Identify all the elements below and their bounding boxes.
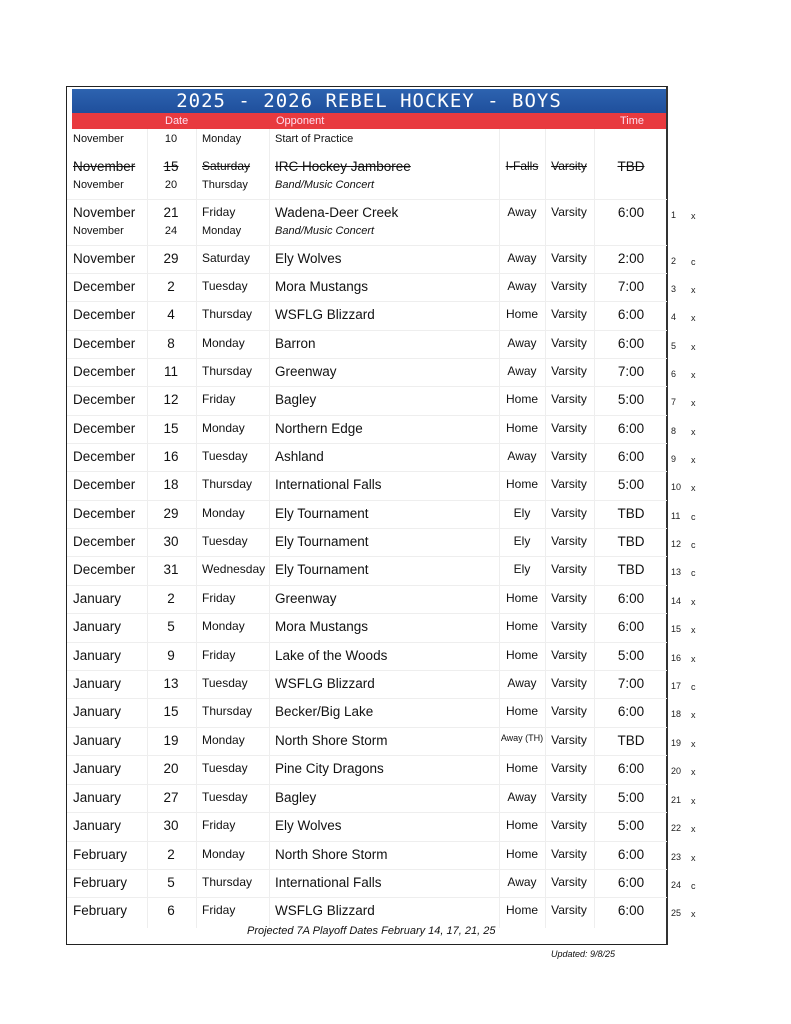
opponent-cell: Becker/Big Lake xyxy=(275,704,374,719)
location-cell: Away xyxy=(507,790,537,804)
opponent-cell: Pine City Dragons xyxy=(275,761,384,776)
location-cell: Away xyxy=(507,205,537,219)
grid-line xyxy=(67,841,667,842)
game-number: 16 xyxy=(671,653,682,663)
month-cell: November xyxy=(73,159,136,174)
location-cell: Home xyxy=(505,903,539,917)
month-cell: November xyxy=(73,179,124,191)
game-mark: x xyxy=(691,824,696,834)
grid-line xyxy=(67,330,667,331)
location-cell: Home xyxy=(505,591,539,605)
level-cell: Varsity xyxy=(551,903,587,917)
game-mark: c xyxy=(691,682,696,692)
time-cell: 5:00 xyxy=(617,818,645,833)
opponent-cell: Wadena-Deer Creek xyxy=(275,205,399,220)
opponent-cell: WSFLG Blizzard xyxy=(275,676,375,691)
month-cell: November xyxy=(73,225,124,237)
month-cell: January xyxy=(73,790,122,805)
location-cell: Ely xyxy=(513,534,531,548)
opponent-cell: IRC Hockey Jamboree xyxy=(275,159,411,174)
time-cell: 6:00 xyxy=(617,903,645,918)
month-cell: January xyxy=(73,676,122,691)
day-cell: 18 xyxy=(163,477,179,492)
month-cell: January xyxy=(73,648,122,663)
game-number: 5 xyxy=(671,341,677,351)
opponent-cell: North Shore Storm xyxy=(275,847,388,862)
weekday-cell: Friday xyxy=(202,818,236,832)
table-row xyxy=(67,390,667,418)
grid-line xyxy=(67,471,667,472)
weekday-cell: Monday xyxy=(202,225,242,237)
opponent-cell: Ely Wolves xyxy=(275,818,342,833)
game-number: 20 xyxy=(671,766,682,776)
game-number: 2 xyxy=(671,256,677,266)
month-cell: December xyxy=(73,392,136,407)
weekday-cell: Monday xyxy=(202,506,245,520)
weekday-cell: Monday xyxy=(202,133,242,145)
month-cell: December xyxy=(73,421,136,436)
grid-line xyxy=(67,698,667,699)
month-cell: November xyxy=(73,251,136,266)
game-number: 25 xyxy=(671,908,682,918)
opponent-cell: Mora Mustangs xyxy=(275,619,369,634)
game-mark: x xyxy=(691,455,696,465)
grid-line xyxy=(67,386,667,387)
location-cell: Home xyxy=(505,704,539,718)
grid-line xyxy=(67,301,667,302)
game-mark: x xyxy=(691,285,696,295)
weekday-cell: Monday xyxy=(202,336,245,350)
time-cell: 5:00 xyxy=(617,648,645,663)
level-cell: Varsity xyxy=(551,847,587,861)
grid-line xyxy=(67,869,667,870)
level-cell: Varsity xyxy=(551,761,587,775)
location-cell: Away xyxy=(507,875,537,889)
day-cell: 2 xyxy=(167,591,175,606)
header-opponent: Opponent xyxy=(276,115,325,127)
header-date: Date xyxy=(165,115,189,127)
level-cell: Varsity xyxy=(551,279,587,293)
location-cell: Home xyxy=(505,847,539,861)
level-cell: Varsity xyxy=(551,704,587,718)
game-mark: x xyxy=(691,427,696,437)
game-mark: x xyxy=(691,853,696,863)
opponent-cell: Greenway xyxy=(275,364,337,379)
weekday-cell: Saturday xyxy=(202,251,251,265)
location-cell: Away (TH) xyxy=(500,733,544,743)
game-number: 7 xyxy=(671,397,677,407)
game-number: 13 xyxy=(671,567,682,577)
game-number: 14 xyxy=(671,596,682,606)
location-cell: Home xyxy=(505,477,539,491)
month-cell: December xyxy=(73,477,136,492)
weekday-cell: Wednesday xyxy=(202,562,266,576)
day-cell: 13 xyxy=(163,676,179,691)
page-title: 2025 - 2026 REBEL HOCKEY - BOYS xyxy=(72,89,666,113)
opponent-cell: International Falls xyxy=(275,477,382,492)
weekday-cell: Tuesday xyxy=(202,790,248,804)
weekday-cell: Monday xyxy=(202,733,245,747)
day-cell: 19 xyxy=(163,733,179,748)
day-cell: 20 xyxy=(163,761,179,776)
time-cell: 5:00 xyxy=(617,477,645,492)
location-cell: Home xyxy=(505,307,539,321)
day-cell: 24 xyxy=(164,225,178,237)
time-cell: TBD xyxy=(617,534,645,549)
level-cell: Varsity xyxy=(551,733,587,747)
level-cell: Varsity xyxy=(551,619,587,633)
grid-line xyxy=(67,727,667,728)
level-cell: Varsity xyxy=(551,421,587,435)
grid-line xyxy=(67,245,667,246)
location-cell: Home xyxy=(505,421,539,435)
grid-line xyxy=(67,273,667,274)
level-cell: Varsity xyxy=(551,336,587,350)
location-cell: Away xyxy=(507,364,537,378)
day-cell: 20 xyxy=(164,179,178,191)
opponent-cell: WSFLG Blizzard xyxy=(275,903,375,918)
day-cell: 30 xyxy=(163,818,179,833)
month-cell: December xyxy=(73,534,136,549)
weekday-cell: Tuesday xyxy=(202,534,248,548)
game-number: 10 xyxy=(671,482,682,492)
game-mark: x xyxy=(691,483,696,493)
opponent-cell: Barron xyxy=(275,336,316,351)
day-cell: 5 xyxy=(167,875,175,890)
game-number: 4 xyxy=(671,312,677,322)
day-cell: 27 xyxy=(163,790,179,805)
opponent-cell: Ely Tournament xyxy=(275,562,369,577)
game-number: 9 xyxy=(671,454,677,464)
time-cell: TBD xyxy=(617,733,645,748)
day-cell: 4 xyxy=(167,307,175,322)
weekday-cell: Thursday xyxy=(202,364,253,378)
table-row xyxy=(67,702,667,730)
day-cell: 5 xyxy=(167,619,175,634)
time-cell: 7:00 xyxy=(617,279,645,294)
table-row xyxy=(67,759,667,787)
month-cell: February xyxy=(73,903,128,918)
game-number: 23 xyxy=(671,852,682,862)
location-cell: I-Falls xyxy=(505,159,539,173)
level-cell: Varsity xyxy=(551,392,587,406)
level-cell: Varsity xyxy=(551,534,587,548)
month-cell: January xyxy=(73,733,122,748)
table-row xyxy=(67,617,667,645)
level-cell: Varsity xyxy=(551,364,587,378)
grid-line xyxy=(67,415,667,416)
game-number: 19 xyxy=(671,738,682,748)
month-cell: February xyxy=(73,847,128,862)
time-cell: TBD xyxy=(617,562,645,577)
month-cell: January xyxy=(73,704,122,719)
weekday-cell: Tuesday xyxy=(202,449,248,463)
grid-line xyxy=(67,812,667,813)
location-cell: Away xyxy=(507,279,537,293)
day-cell: 30 xyxy=(163,534,179,549)
time-cell: 6:00 xyxy=(617,205,645,220)
day-cell: 10 xyxy=(164,133,178,145)
location-cell: Home xyxy=(505,818,539,832)
level-cell: Varsity xyxy=(551,591,587,605)
table-row xyxy=(67,475,667,503)
location-cell: Away xyxy=(507,449,537,463)
time-cell: 6:00 xyxy=(617,704,645,719)
game-number: 24 xyxy=(671,880,682,890)
location-cell: Away xyxy=(507,251,537,265)
location-cell: Away xyxy=(507,336,537,350)
month-cell: December xyxy=(73,279,136,294)
opponent-cell: Start of Practice xyxy=(275,133,354,145)
day-cell: 29 xyxy=(163,251,179,266)
month-cell: November xyxy=(73,205,136,220)
month-cell: November xyxy=(73,133,124,145)
opponent-cell: Mora Mustangs xyxy=(275,279,369,294)
game-number: 22 xyxy=(671,823,682,833)
day-cell: 2 xyxy=(167,847,175,862)
time-cell: 6:00 xyxy=(617,449,645,464)
time-cell: 6:00 xyxy=(617,421,645,436)
grid-line xyxy=(67,585,667,586)
opponent-cell: International Falls xyxy=(275,875,382,890)
month-cell: December xyxy=(73,336,136,351)
opponent-cell: Ely Tournament xyxy=(275,534,369,549)
game-mark: x xyxy=(691,710,696,720)
game-number: 18 xyxy=(671,709,682,719)
schedule-sheet xyxy=(66,86,668,945)
grid-line xyxy=(67,556,667,557)
month-cell: December xyxy=(73,449,136,464)
month-cell: January xyxy=(73,761,122,776)
time-cell: 6:00 xyxy=(617,591,645,606)
time-cell: TBD xyxy=(617,159,645,174)
game-mark: x xyxy=(691,211,696,221)
weekday-cell: Friday xyxy=(202,392,236,406)
grid-line xyxy=(67,358,667,359)
time-cell: 6:00 xyxy=(617,307,645,322)
time-cell: 6:00 xyxy=(617,761,645,776)
table-row xyxy=(67,560,667,588)
game-number: 8 xyxy=(671,426,677,436)
level-cell: Varsity xyxy=(551,648,587,662)
game-mark: x xyxy=(691,909,696,919)
game-mark: c xyxy=(691,540,696,550)
opponent-cell: Greenway xyxy=(275,591,337,606)
weekday-cell: Friday xyxy=(202,591,236,605)
weekday-cell: Friday xyxy=(202,903,236,917)
level-cell: Varsity xyxy=(551,159,587,173)
time-cell: 6:00 xyxy=(617,336,645,351)
time-cell: TBD xyxy=(617,506,645,521)
weekday-cell: Monday xyxy=(202,421,245,435)
grid-line xyxy=(67,199,667,200)
opponent-cell: WSFLG Blizzard xyxy=(275,307,375,322)
level-cell: Varsity xyxy=(551,307,587,321)
weekday-cell: Tuesday xyxy=(202,761,248,775)
game-number: 12 xyxy=(671,539,682,549)
weekday-cell: Thursday xyxy=(202,704,253,718)
game-mark: x xyxy=(691,625,696,635)
game-mark: x xyxy=(691,313,696,323)
game-number: 3 xyxy=(671,284,677,294)
month-cell: December xyxy=(73,364,136,379)
opponent-cell: Lake of the Woods xyxy=(275,648,388,663)
month-cell: January xyxy=(73,818,122,833)
table-row xyxy=(67,131,667,159)
game-number: 1 xyxy=(671,210,677,220)
day-cell: 6 xyxy=(167,903,175,918)
weekday-cell: Thursday xyxy=(202,307,253,321)
level-cell: Varsity xyxy=(551,506,587,520)
day-cell: 11 xyxy=(163,364,179,379)
game-mark: c xyxy=(691,257,696,267)
grid-line xyxy=(67,670,667,671)
updated-date: Updated: 9/8/25 xyxy=(551,949,616,959)
weekday-cell: Thursday xyxy=(202,179,248,191)
opponent-cell: Band/Music Concert xyxy=(275,225,375,237)
grid-line xyxy=(67,528,667,529)
opponent-cell: Ely Wolves xyxy=(275,251,342,266)
game-mark: c xyxy=(691,512,696,522)
opponent-cell: Ely Tournament xyxy=(275,506,369,521)
weekday-cell: Tuesday xyxy=(202,676,248,690)
month-cell: December xyxy=(73,307,136,322)
grid-line xyxy=(67,784,667,785)
day-cell: 15 xyxy=(163,159,179,174)
game-number: 17 xyxy=(671,681,682,691)
level-cell: Varsity xyxy=(551,205,587,219)
game-number: 15 xyxy=(671,624,682,634)
location-cell: Ely xyxy=(513,506,531,520)
game-number: 11 xyxy=(671,511,681,521)
game-mark: x xyxy=(691,654,696,664)
location-cell: Home xyxy=(505,392,539,406)
grid-line xyxy=(67,755,667,756)
opponent-cell: Bagley xyxy=(275,392,317,407)
weekday-cell: Thursday xyxy=(202,477,253,491)
game-mark: x xyxy=(691,342,696,352)
location-cell: Home xyxy=(505,761,539,775)
weekday-cell: Friday xyxy=(202,205,236,219)
day-cell: 15 xyxy=(163,704,179,719)
table-row xyxy=(67,816,667,844)
month-cell: January xyxy=(73,591,122,606)
game-mark: x xyxy=(691,767,696,777)
weekday-cell: Tuesday xyxy=(202,279,248,293)
grid-line xyxy=(67,613,667,614)
weekday-cell: Thursday xyxy=(202,875,253,889)
opponent-cell: North Shore Storm xyxy=(275,733,388,748)
opponent-cell: Ashland xyxy=(275,449,324,464)
weekday-cell: Monday xyxy=(202,619,245,633)
month-cell: January xyxy=(73,619,122,634)
month-cell: December xyxy=(73,562,136,577)
playoff-footnote: Projected 7A Playoff Dates February 14, 17, 21, 25 xyxy=(247,925,496,937)
day-cell: 29 xyxy=(163,506,179,521)
game-mark: c xyxy=(691,881,696,891)
month-cell: December xyxy=(73,506,136,521)
opponent-cell: Band/Music Concert xyxy=(275,179,375,191)
level-cell: Varsity xyxy=(551,790,587,804)
grid-line xyxy=(67,642,667,643)
time-cell: 5:00 xyxy=(617,790,645,805)
level-cell: Varsity xyxy=(551,477,587,491)
game-mark: x xyxy=(691,739,696,749)
day-cell: 2 xyxy=(167,279,175,294)
weekday-cell: Monday xyxy=(202,847,245,861)
day-cell: 9 xyxy=(167,648,175,663)
game-mark: x xyxy=(691,597,696,607)
day-cell: 16 xyxy=(163,449,179,464)
game-number: 21 xyxy=(671,795,682,805)
level-cell: Varsity xyxy=(551,676,587,690)
level-cell: Varsity xyxy=(551,562,587,576)
game-mark: x xyxy=(691,796,696,806)
column-header-bar xyxy=(72,113,666,129)
location-cell: Home xyxy=(505,648,539,662)
table-row xyxy=(67,305,667,333)
location-cell: Home xyxy=(505,619,539,633)
level-cell: Varsity xyxy=(551,818,587,832)
day-cell: 31 xyxy=(163,562,179,577)
game-number: 6 xyxy=(671,369,677,379)
table-row xyxy=(67,177,667,205)
time-cell: 7:00 xyxy=(617,364,645,379)
opponent-cell: Northern Edge xyxy=(275,421,363,436)
weekday-cell: Friday xyxy=(202,648,236,662)
time-cell: 6:00 xyxy=(617,619,645,634)
time-cell: 6:00 xyxy=(617,875,645,890)
level-cell: Varsity xyxy=(551,251,587,265)
time-cell: 7:00 xyxy=(617,676,645,691)
location-cell: Away xyxy=(507,676,537,690)
day-cell: 15 xyxy=(163,421,179,436)
time-cell: 6:00 xyxy=(617,847,645,862)
location-cell: Ely xyxy=(513,562,531,576)
day-cell: 21 xyxy=(163,205,179,220)
grid-line xyxy=(67,897,667,898)
day-cell: 8 xyxy=(167,336,175,351)
opponent-cell: Bagley xyxy=(275,790,317,805)
level-cell: Varsity xyxy=(551,449,587,463)
table-row xyxy=(67,223,667,251)
level-cell: Varsity xyxy=(551,875,587,889)
time-cell: 5:00 xyxy=(617,392,645,407)
game-mark: c xyxy=(691,568,696,578)
grid-line xyxy=(67,443,667,444)
day-cell: 12 xyxy=(163,392,179,407)
grid-line xyxy=(67,500,667,501)
game-mark: x xyxy=(691,398,696,408)
header-time: Time xyxy=(620,115,645,127)
month-cell: February xyxy=(73,875,128,890)
weekday-cell: Saturday xyxy=(202,159,251,173)
game-mark: x xyxy=(691,370,696,380)
time-cell: 2:00 xyxy=(617,251,645,266)
